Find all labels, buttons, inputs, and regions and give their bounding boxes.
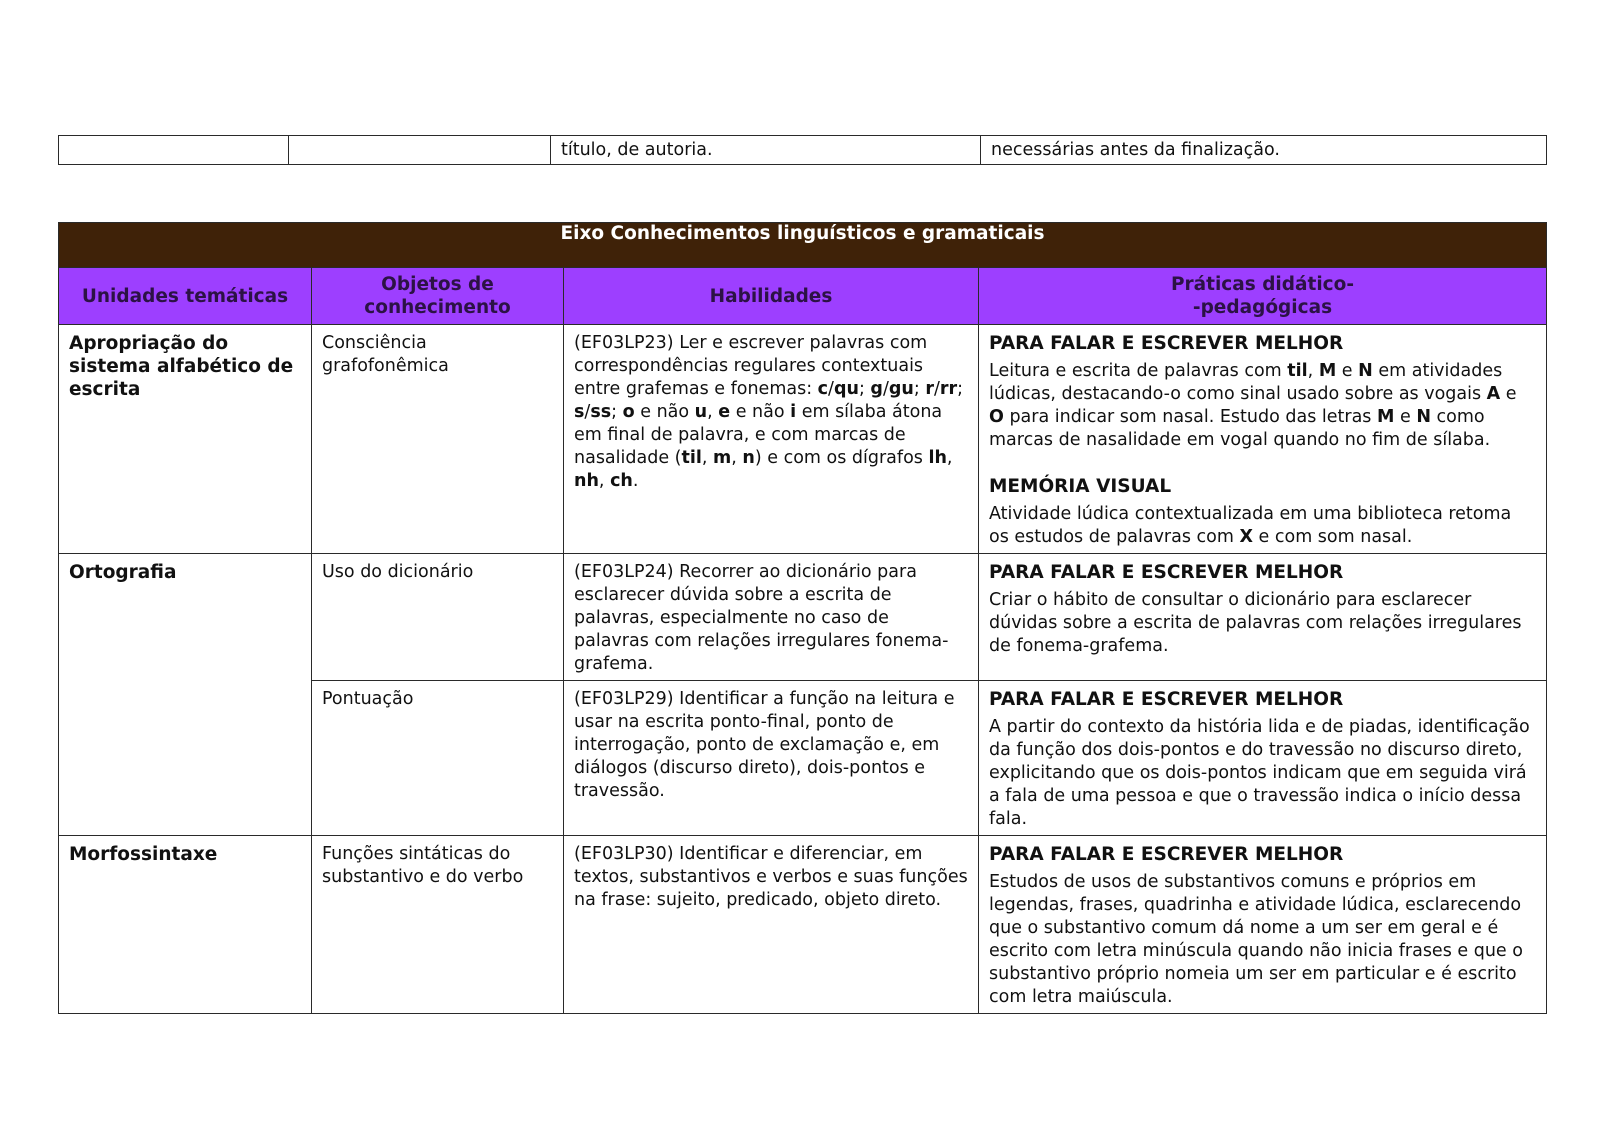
practice-bold: M: [1376, 407, 1395, 427]
table-row: [59, 136, 1547, 165]
practices-cell: [979, 681, 1547, 836]
skill-text: e não: [730, 402, 791, 422]
skill-text: ;: [913, 379, 926, 399]
practices-cell: [979, 325, 1547, 554]
table-cell: [59, 136, 289, 165]
skill-text: ) e com os dígrafos: [754, 448, 929, 468]
header-units: Unidades temáticas: [59, 268, 312, 325]
practice-title: PARA FALAR E ESCREVER MELHOR: [989, 689, 1344, 710]
practice-fragment: e com som nasal.: [1252, 527, 1413, 547]
skill-bold: g: [870, 379, 883, 399]
skill-bold: u: [694, 402, 708, 422]
object-cell: Consciência grafofonêmica: [312, 325, 564, 554]
header-objects-line1: Objetos de: [381, 274, 494, 295]
unit-cell: Morfossintaxe: [59, 836, 312, 1014]
practice-fragment: ,: [1307, 361, 1319, 381]
header-skills: Habilidades: [564, 268, 979, 325]
skill-bold: ch: [610, 471, 633, 491]
practice-title: PARA FALAR E ESCREVER MELHOR: [989, 844, 1344, 865]
skill-bold: til: [681, 448, 702, 468]
practice-fragment: e: [1500, 384, 1517, 404]
skill-text: ;: [611, 402, 623, 422]
practice-bold: N: [1358, 361, 1373, 381]
axis-row: [59, 223, 1547, 268]
skill-bold: nh: [574, 471, 599, 491]
practice-title: PARA FALAR E ESCREVER MELHOR: [989, 562, 1344, 583]
header-objects: [312, 268, 564, 325]
table-cell: [289, 136, 551, 165]
practice-fragment: para indicar som nasal. Estudo das letras: [1003, 407, 1377, 427]
practice-fragment: Leitura e escrita de palavras com: [989, 361, 1288, 381]
practice-fragment: e: [1336, 361, 1359, 381]
practice-bold: M: [1318, 361, 1337, 381]
skill-bold: n: [742, 448, 755, 468]
skill-text: ,: [598, 471, 611, 491]
table-cell: título, de autoria.: [551, 136, 981, 165]
practice-text: Estudos de usos de substantivos comuns e próprios em legendas, frases, quadrinha e atividade lúdica, esclarecendo que o substantivo comum dá nome a um ser em geral e é escrito com letra minúscula quando não inicia frases e que o substantivo próprio nomeia um ser em particular e é escrito com letra maiúscula.: [989, 872, 1523, 1007]
skill-bold: o: [622, 402, 635, 422]
skill-bold: i: [790, 402, 797, 422]
header-row: [59, 268, 1547, 325]
practice-bold: N: [1416, 407, 1431, 427]
practice-text: Criar o hábito de consultar o dicionário para esclarecer dúvidas sobre a escrita de palavras com relações irregulares de fonema-grafema.: [989, 590, 1522, 656]
skill-cell: (EF03LP29) Identificar a função na leitura e usar na escrita ponto-final, ponto de interrogação, ponto de exclamação e, em diálogos (discurso direto), dois-pontos e travessão.: [564, 681, 979, 836]
practices-cell: [979, 554, 1547, 681]
skill-text: ;: [858, 379, 871, 399]
curriculum-table: [58, 222, 1547, 1014]
skill-bold: ss: [590, 402, 612, 422]
skill-bold: qu: [833, 379, 859, 399]
practice-text: [989, 360, 1536, 452]
practice-text: A partir do contexto da história lida e de piadas, identificação da função dos dois-pontos e do travessão no discurso direto, explicitando que os dois-pontos indicam que em seguida virá a fala de uma pessoa e que o travessão indica o início dessa fala.: [989, 717, 1530, 829]
table-row: [59, 554, 1547, 681]
practice-bold: til: [1287, 361, 1308, 381]
header-practices-line2: -pedagógicas: [1192, 297, 1333, 318]
skill-text: em sílaba átona em final de palavra, e com marcas de nasalidade (: [574, 402, 943, 468]
practice-bold: A: [1486, 384, 1501, 404]
skill-text: ,: [701, 448, 713, 468]
practice-fragment: Atividade lúdica contextualizada em uma biblioteca retoma os estudos de palavras com: [989, 504, 1512, 547]
continuation-table: [58, 135, 1547, 165]
skill-text: ,: [707, 402, 719, 422]
skill-cell: (EF03LP24) Recorrer ao dicionário para esclarecer dúvida sobre a escrita de palavras, especialmente no caso de palavras com relações irregulares fonema-grafema.: [564, 554, 979, 681]
skill-bold: e: [718, 402, 731, 422]
table-row: [59, 836, 1547, 1014]
skill-text: .: [632, 471, 639, 491]
skill-text: /: [828, 379, 834, 399]
skill-text: /: [882, 379, 889, 399]
skill-bold: m: [713, 448, 732, 468]
practice-bold: X: [1239, 527, 1253, 547]
skill-text: e não: [634, 402, 695, 422]
practice-bold: O: [989, 407, 1004, 427]
practice-text: [989, 503, 1536, 549]
practices-cell: [979, 836, 1547, 1014]
unit-cell: Apropriação do sistema alfabético de escrita: [59, 325, 312, 554]
skill-bold: rr: [939, 379, 958, 399]
unit-cell: Ortografia: [59, 554, 312, 836]
skill-bold: gu: [888, 379, 914, 399]
practice-fragment: em atividades lúdicas, destacando-o como sinal usado sobre as vogais: [989, 361, 1503, 404]
skill-text: ,: [731, 448, 743, 468]
object-cell: Funções sintáticas do substantivo e do verbo: [312, 836, 564, 1014]
header-practices: [979, 268, 1547, 325]
practice-fragment: e: [1394, 407, 1417, 427]
skill-cell: [564, 325, 979, 554]
skill-bold: c: [817, 379, 829, 399]
skill-text: /: [584, 402, 591, 422]
skill-bold: lh: [928, 448, 947, 468]
object-cell: Uso do dicionário: [312, 554, 564, 681]
skill-text: ,: [946, 448, 953, 468]
skill-text: Ler e escrever palavras com correspondências regulares contextuais entre grafemas e fonemas:: [574, 333, 928, 399]
practice-fragment: como marcas de nasalidade em vogal quando no fim de sílaba.: [989, 407, 1491, 450]
practice-title: PARA FALAR E ESCREVER MELHOR: [989, 333, 1344, 354]
skill-text: /: [933, 379, 940, 399]
table-row: [59, 325, 1547, 554]
skill-text: ;: [957, 379, 964, 399]
axis-title: Eixo Conhecimentos linguísticos e gramaticais: [59, 223, 1547, 268]
skill-code: (EF03LP23): [574, 333, 674, 353]
practice-title: MEMÓRIA VISUAL: [989, 476, 1172, 497]
header-objects-line2: conhecimento: [364, 297, 511, 318]
object-cell: Pontuação: [312, 681, 564, 836]
skill-bold: r: [925, 379, 934, 399]
table-cell: necessárias antes da finalização.: [981, 136, 1547, 165]
skill-bold: s: [574, 402, 585, 422]
skill-cell: (EF03LP30) Identificar e diferenciar, em textos, substantivos e verbos e suas funções na frase: sujeito, predicado, objeto direto.: [564, 836, 979, 1014]
header-practices-line1: Práticas didático-: [1170, 274, 1355, 295]
